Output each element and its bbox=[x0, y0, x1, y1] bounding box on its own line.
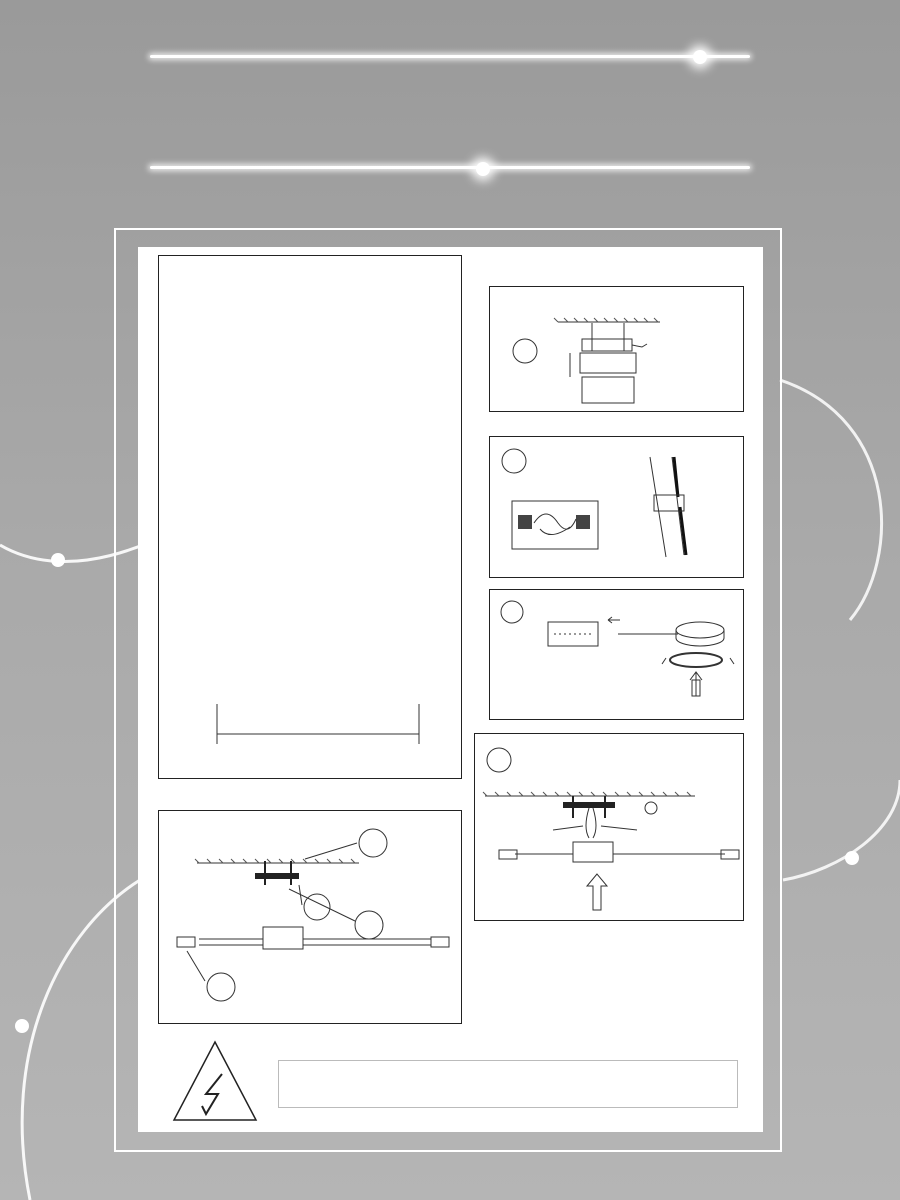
step-1-panel bbox=[489, 286, 744, 412]
title-top-dot bbox=[693, 50, 707, 64]
title-bottom-line bbox=[150, 166, 750, 169]
step-3-panel bbox=[489, 589, 744, 720]
high-voltage-warning-icon bbox=[172, 1040, 258, 1122]
step-4-panel bbox=[474, 733, 744, 921]
lamp-drawing bbox=[159, 256, 463, 780]
step-2-panel bbox=[489, 436, 744, 578]
title-top-line bbox=[150, 55, 750, 58]
lamp-views-panel bbox=[158, 255, 462, 779]
title-bottom-dot bbox=[476, 162, 490, 176]
assembly-panel bbox=[158, 810, 462, 1024]
safety-warning bbox=[278, 1060, 738, 1108]
